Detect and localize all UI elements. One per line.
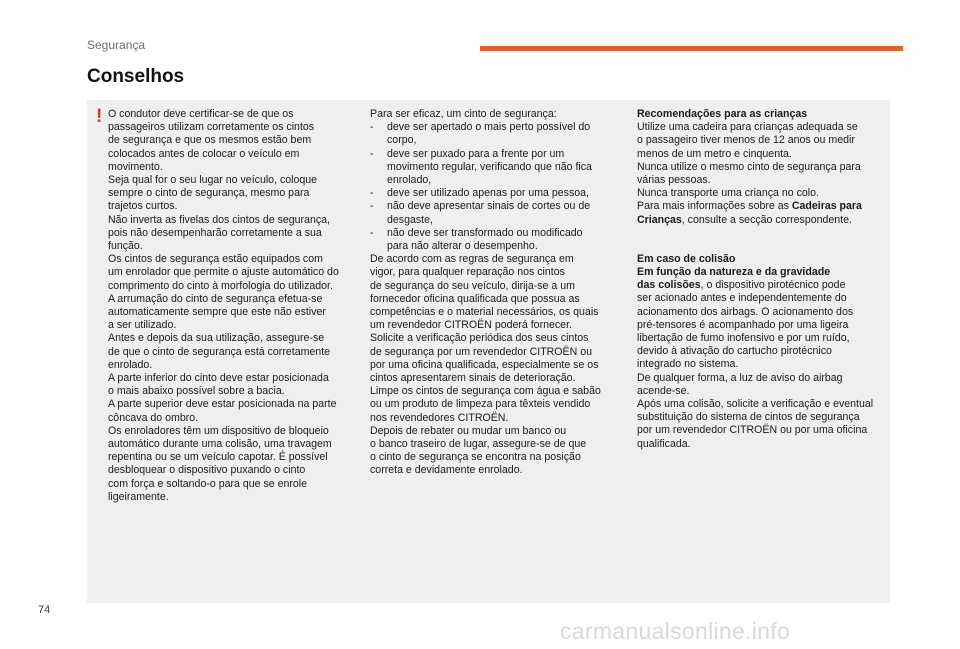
children-reference-cont <box>637 214 887 227</box>
list-item <box>370 200 614 213</box>
text-line: um enrolador que permite o ajuste automático do <box>108 266 339 279</box>
text-line: Após uma colisão, solicite a verificação e eventual <box>637 398 874 411</box>
child-seats-link-cont: Crianças <box>637 213 682 226</box>
list-item <box>370 148 614 161</box>
list-item <box>370 214 614 227</box>
text-line: trajetos curtos. <box>108 200 178 213</box>
list-item-text: deve ser utilizado apenas por uma pessoa, <box>387 187 589 200</box>
text-line: Limpe os cintos de segurança com água e sabão <box>370 385 601 398</box>
text-line: pré-tensores é acompanhado por uma ligeira <box>637 318 849 331</box>
children-heading: Recomendações para as crianças <box>637 108 808 120</box>
text-line: de segurança do seu veículo, dirija-se a um <box>370 279 575 292</box>
list-item <box>370 161 614 174</box>
column-1 <box>108 108 350 504</box>
text-line: De acordo com as regras de segurança em <box>370 253 574 266</box>
list-item-text: não deve ser transformado ou modificado <box>387 226 583 239</box>
text-line: cintos apresentarem sinais de deterioração. <box>370 372 576 385</box>
seatbelt-requirements-list <box>370 121 614 253</box>
page-title: Conselhos <box>87 66 185 87</box>
list-dash: - <box>370 226 374 239</box>
text-line: pois não desempenharão corretamente a sua <box>108 226 322 239</box>
text-line: o mais abaixo possível sobre a bacia. <box>108 385 285 398</box>
text-line: substituição do sistema de cintos de segurança <box>637 411 860 424</box>
list-item <box>370 121 614 134</box>
list-item-text: corpo, <box>387 134 417 147</box>
text-line: ser acionado antes e independentemente do <box>637 292 847 305</box>
text-line: côncava do ombro. <box>108 411 199 424</box>
text-line: correta e devidamente enrolado. <box>370 464 523 477</box>
text-line: A parte inferior do cinto deve estar posicionada <box>108 372 329 385</box>
text-line: o cinto de segurança se encontra na posição <box>370 451 581 464</box>
text-line: desbloquear o dispositivo puxando o cinto <box>108 464 306 477</box>
text-line: Antes e depois da sua utilização, assegure-se <box>108 332 325 345</box>
text-line: menos de um metro e cinquenta. <box>637 147 792 160</box>
children-text <box>637 121 887 200</box>
column-3 <box>637 108 887 451</box>
text-line: vigor, para qualquer reparação nos cintos <box>370 266 565 279</box>
list-dash: - <box>370 147 374 160</box>
text-line: sempre o cinto de segurança, mesmo para <box>108 187 310 200</box>
text-line: de segurança e que os mesmos estão bem <box>108 134 312 147</box>
collision-subheading-cont <box>637 279 887 292</box>
text-line: competências e o material necessários, os quais <box>370 306 599 319</box>
text-line: com força e soltando-o para que se enrole <box>108 477 308 490</box>
text-line: repentina ou se um veículo capotar. É possível <box>108 451 328 464</box>
text-line: enrolado. <box>108 358 153 371</box>
exclamation-warning-icon: ! <box>96 106 103 127</box>
text-line: por uma oficina qualificada, especialmente se os <box>370 358 599 371</box>
children-reference-text: Para mais informações sobre as <box>637 200 792 213</box>
collision-subheading-rest: , o dispositivo pirotécnico pode <box>700 279 846 292</box>
list-dash: - <box>370 187 374 200</box>
text-line: a ser utilizado. <box>108 319 177 332</box>
text-line: De qualquer forma, a luz de aviso do airbag <box>637 371 843 384</box>
text-line: automático durante uma colisão, uma travagem <box>108 438 332 451</box>
text-line: um revendedor CITROËN poderá fornecer. <box>370 319 572 332</box>
text-line: fornecedor oficina qualificada que possua as <box>370 292 580 305</box>
text-line: automaticamente sempre que este não estiver <box>108 306 326 319</box>
list-item <box>370 174 614 187</box>
text-line: integrado no sistema. <box>637 358 739 371</box>
text-line: Os enroladores têm um dispositivo de bloqueio <box>108 424 329 437</box>
text-line: de segurança por um revendedor CITROËN ou <box>370 345 592 358</box>
text-line: O condutor deve certificar-se de que os <box>108 108 294 120</box>
text-line: Os cintos de segurança estão equipados com <box>108 253 323 266</box>
text-line: colocados antes de colocar o veículo em <box>108 147 300 160</box>
text-line: por um revendedor CITROËN ou por uma oficina <box>637 424 868 437</box>
text-line: Não inverta as fivelas dos cintos de segurança, <box>108 213 331 226</box>
page-number: 74 <box>38 604 51 616</box>
text-line: A parte superior deve estar posicionada na parte <box>108 398 337 411</box>
text-line: movimento. <box>108 160 163 173</box>
text-line: o passageiro tiver menos de 12 anos ou medir <box>637 134 855 147</box>
list-item-text: movimento regular, verificando que não fica <box>387 160 592 173</box>
text-line: várias pessoas. <box>637 174 711 187</box>
column-2 <box>370 108 614 478</box>
list-dash: - <box>370 121 374 134</box>
list-item-text: para não alterar o desempenho. <box>387 240 538 253</box>
text-line: Solicite a verificação periódica dos seus cintos <box>370 332 589 345</box>
collision-subheading: Em função da natureza e da gravidade <box>637 266 831 279</box>
text-line: nos revendedores CITROËN. <box>370 411 509 424</box>
text-line: devido à ativação do cartucho pirotécnico <box>637 345 832 358</box>
list-item-text: enrolado, <box>387 174 432 187</box>
text-line: A arrumação do cinto de segurança efetua-se <box>108 292 323 305</box>
text-line: ligeiramente. <box>108 490 169 503</box>
seatbelt-intro: Para ser eficaz, um cinto de segurança: <box>370 108 557 120</box>
header-accent-bar <box>480 46 903 51</box>
list-item <box>370 134 614 147</box>
list-item-text: desgaste, <box>387 213 433 226</box>
list-item <box>370 227 614 240</box>
text-line: qualificada. <box>637 437 691 450</box>
list-item <box>370 240 614 253</box>
list-item <box>370 187 614 200</box>
list-item-text: deve ser puxado para a frente por um <box>387 147 565 160</box>
collision-subheading-bold: das colisões <box>637 279 701 292</box>
seatbelt-maintenance-text <box>370 253 614 477</box>
text-line: Nunca utilize o mesmo cinto de segurança para <box>637 160 861 173</box>
text-line: ou um produto de limpeza para têxteis vendido <box>370 398 591 411</box>
text-line: libertação de fumo inofensivo e por um ruído, <box>637 332 850 345</box>
list-item-text: deve ser apertado o mais perto possível do <box>387 121 591 134</box>
text-line: função. <box>108 240 143 253</box>
text-line: o banco traseiro de lugar, assegure-se de que <box>370 438 587 451</box>
list-item-text: não deve apresentar sinais de cortes ou de <box>387 200 591 213</box>
text-line: passageiros utilizam corretamente os cintos <box>108 121 315 134</box>
children-reference <box>637 200 887 213</box>
section-header: Segurança <box>87 38 146 52</box>
collision-text <box>637 292 887 450</box>
children-reference-end: , consulte a secção correspondente. <box>681 213 852 226</box>
collision-heading: Em caso de colisão <box>637 252 736 265</box>
text-line: Seja qual for o seu lugar no veículo, coloque <box>108 174 318 187</box>
text-line: comprimento do cinto à morfologia do utilizador. <box>108 279 333 292</box>
text-line: Depois de rebater ou mudar um banco ou <box>370 424 567 437</box>
watermark: carmanualsonline.info <box>560 618 791 644</box>
text-line: acende-se. <box>637 384 690 397</box>
text-line: acionamento dos airbags. O acionamento dos <box>637 305 854 318</box>
list-dash: - <box>370 200 374 213</box>
text-line: Nunca transporte uma criança no colo. <box>637 187 819 200</box>
text-line: de que o cinto de segurança está corretamente <box>108 345 331 358</box>
child-seats-link: Cadeiras para <box>791 200 862 213</box>
text-line: Utilize uma cadeira para crianças adequada se <box>637 121 858 134</box>
